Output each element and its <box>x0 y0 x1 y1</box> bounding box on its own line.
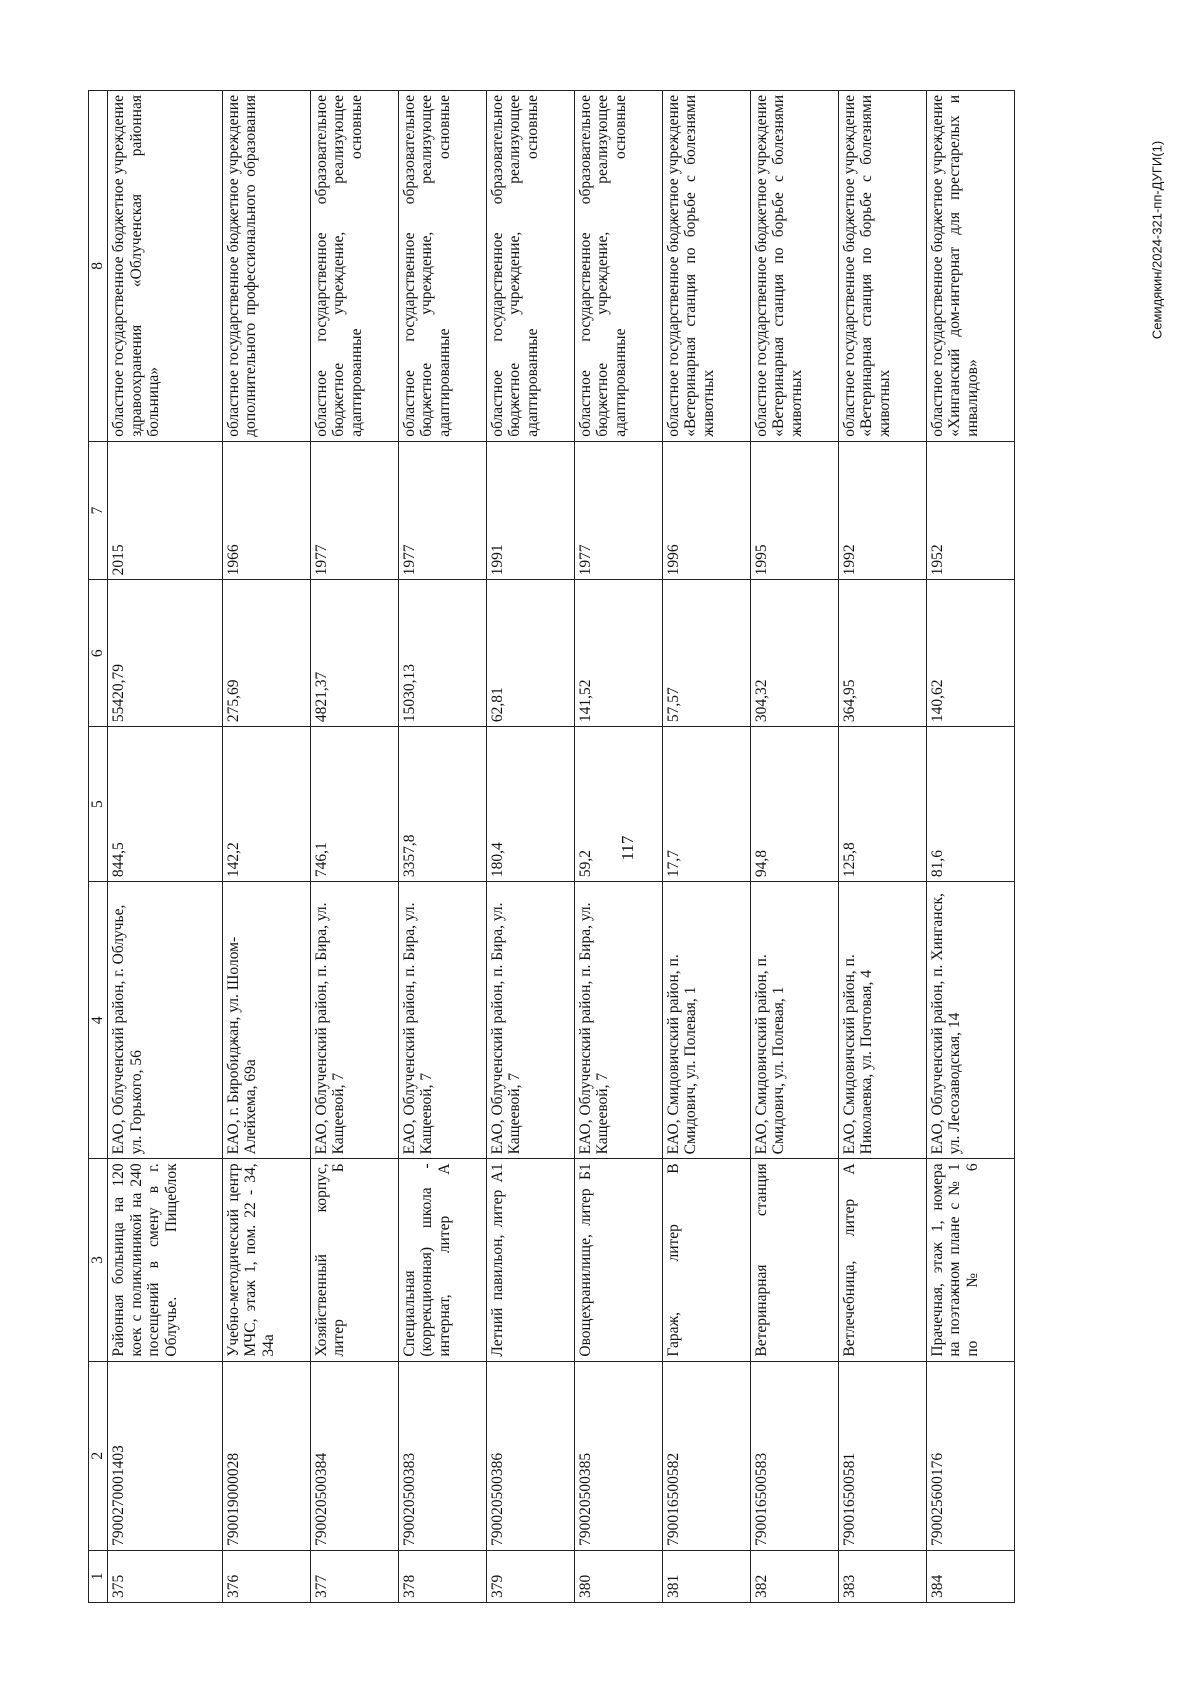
year-built: 1977 <box>398 441 486 580</box>
book-value: 62,81 <box>486 580 574 727</box>
book-value: 57,57 <box>662 580 750 727</box>
object-name: Ветеринарная станция <box>750 1159 838 1361</box>
object-name: Овощехранилище, литер Б1 <box>574 1159 662 1361</box>
book-value: 304,32 <box>750 580 838 727</box>
table-row <box>108 91 223 1603</box>
object-address: ЕАО, Облученский район, г. Облучье, ул. Горького, 56 <box>108 882 223 1159</box>
holder-organization: областное государственное бюджетное учреждение дополнительного профессионального образования <box>222 91 310 442</box>
table-row <box>750 91 838 1603</box>
holder-organization: областное государственное образовательное бюджетное учреждение, реализующее адаптированные основные <box>310 91 398 442</box>
column-header: 8 <box>89 91 108 442</box>
object-address: ЕАО, Смидовичский район, п. Смидович, ул. Полевая, 1 <box>662 882 750 1159</box>
column-header: 3 <box>89 1159 108 1361</box>
object-address: ЕАО, Облученский район, п. Бира, ул. Кащеевой, 7 <box>398 882 486 1159</box>
row-number: 382 <box>750 1550 838 1602</box>
table-row <box>486 91 574 1603</box>
row-number: 380 <box>574 1550 662 1602</box>
object-area: 142,2 <box>222 727 310 882</box>
object-name: Ветлечебница, литер А <box>838 1159 926 1361</box>
book-value: 15030,13 <box>398 580 486 727</box>
holder-organization: областное государственное бюджетное учреждение «Ветеринарная станция по борьбе с болезнями животных <box>662 91 750 442</box>
table-row <box>574 91 662 1603</box>
year-built: 2015 <box>108 441 223 580</box>
object-address: ЕАО, Смидовичский район, п. Смидович, ул. Полевая, 1 <box>750 882 838 1159</box>
column-header: 2 <box>89 1361 108 1550</box>
object-area: 3357,8 <box>398 727 486 882</box>
holder-organization: областное государственное бюджетное учреждение «Хинганский дом-интернат для престарелых и инвалидов» <box>926 91 1014 442</box>
object-area: 746,1 <box>310 727 398 882</box>
object-area: 125,8 <box>838 727 926 882</box>
cadastral-number: 790020500384 <box>310 1361 398 1550</box>
table-row <box>222 91 310 1603</box>
row-number: 381 <box>662 1550 750 1602</box>
year-built: 1966 <box>222 441 310 580</box>
table-row <box>310 91 398 1603</box>
object-area: 180,4 <box>486 727 574 882</box>
object-name: Учебно-методический центр МЧС, этаж 1, пом. 22 - 34, 34а <box>222 1159 310 1361</box>
object-address: ЕАО, Облученский район, п. Хинганск, ул. Лесозаводская, 14 <box>926 882 1014 1159</box>
object-address: ЕАО, Облученский район, п. Бира, ул. Кащеевой, 7 <box>574 882 662 1159</box>
column-header: 5 <box>89 727 108 882</box>
object-name: Прачечная, этаж 1, номера на поэтажном плане с № 1 по № 6 <box>926 1159 1014 1361</box>
column-header: 6 <box>89 580 108 727</box>
year-built: 1996 <box>662 441 750 580</box>
book-value: 140,62 <box>926 580 1014 727</box>
cadastral-number: 790020500386 <box>486 1361 574 1550</box>
holder-organization: областное государственное бюджетное учреждение «Ветеринарная станция по борьбе с болезнями животных <box>750 91 838 442</box>
column-header: 4 <box>89 882 108 1159</box>
book-value: 141,52 <box>574 580 662 727</box>
year-built: 1991 <box>486 441 574 580</box>
row-number: 379 <box>486 1550 574 1602</box>
cadastral-number: 790027000140З <box>108 1361 223 1550</box>
row-number: 377 <box>310 1550 398 1602</box>
holder-organization: областное государственное бюджетное учреждение «Ветеринарная станция по борьбе с болезнями животных <box>838 91 926 442</box>
cadastral-number: 790016500582 <box>662 1361 750 1550</box>
object-address: ЕАО, Смидовичский район, п. Николаевка, ул. Почтовая, 4 <box>838 882 926 1159</box>
object-area: 17,7 <box>662 727 750 882</box>
cadastral-number: 790016500583 <box>750 1361 838 1550</box>
row-number: 375 <box>108 1550 223 1602</box>
cadastral-number: 790016500581 <box>838 1361 926 1550</box>
row-number: 384 <box>926 1550 1014 1602</box>
table-row <box>662 91 750 1603</box>
table-row <box>926 91 1014 1603</box>
book-value: 55420,79 <box>108 580 223 727</box>
property-register-table <box>88 90 1015 1603</box>
book-value: 364,95 <box>838 580 926 727</box>
object-area: 94,8 <box>750 727 838 882</box>
object-address: ЕАО, г. Биробиджан, ул. Шолом-Алейхема, 69а <box>222 882 310 1159</box>
table-row <box>398 91 486 1603</box>
year-built: 1977 <box>574 441 662 580</box>
book-value: 4821,37 <box>310 580 398 727</box>
header-row <box>89 91 108 1603</box>
holder-organization: областное государственное образовательное бюджетное учреждение, реализующее адаптированные основные <box>486 91 574 442</box>
year-built: 1995 <box>750 441 838 580</box>
column-header: 1 <box>89 1550 108 1602</box>
document-id: Семидякин/2024-321-пп-ДУГИ(1) <box>1149 140 1165 340</box>
object-area: 59,2 <box>574 727 662 882</box>
table-row <box>838 91 926 1603</box>
year-built: 1952 <box>926 441 1014 580</box>
page-number: 117 <box>618 835 637 861</box>
holder-organization: областное государственное образовательное бюджетное учреждение, реализующее адаптированные основные <box>574 91 662 442</box>
year-built: 1977 <box>310 441 398 580</box>
row-number: 383 <box>838 1550 926 1602</box>
book-value: 275,69 <box>222 580 310 727</box>
cadastral-number: 790020500385 <box>574 1361 662 1550</box>
rotated-table-container <box>88 90 1015 1603</box>
object-name: Специальная (коррекционная) школа - интернат, литер А <box>398 1159 486 1361</box>
object-name: Хозяйственный корпус, литер Б <box>310 1159 398 1361</box>
holder-organization: областное государственное бюджетное учреждение здравоохранения «Облученская районная больница» <box>108 91 223 442</box>
object-address: ЕАО, Облученский район, п. Бира, ул. Кащеевой, 7 <box>486 882 574 1159</box>
object-area: 81,6 <box>926 727 1014 882</box>
column-header: 7 <box>89 441 108 580</box>
year-built: 1992 <box>838 441 926 580</box>
object-name: Летний павильон, литер А1 <box>486 1159 574 1361</box>
object-name: Районная больница на 120 коек с поликлиникой на 240 посещений в смену в г. Облучье. Пищеблок <box>108 1159 223 1361</box>
object-address: ЕАО, Облученский район, п. Бира, ул. Кащеевой, 7 <box>310 882 398 1159</box>
object-name: Гараж, литер В <box>662 1159 750 1361</box>
cadastral-number: 790019000028 <box>222 1361 310 1550</box>
row-number: 376 <box>222 1550 310 1602</box>
object-area: 844,5 <box>108 727 223 882</box>
row-number: 378 <box>398 1550 486 1602</box>
cadastral-number: 790025600176 <box>926 1361 1014 1550</box>
cadastral-number: 790020500383 <box>398 1361 486 1550</box>
holder-organization: областное государственное образовательное бюджетное учреждение, реализующее адаптированные основные <box>398 91 486 442</box>
